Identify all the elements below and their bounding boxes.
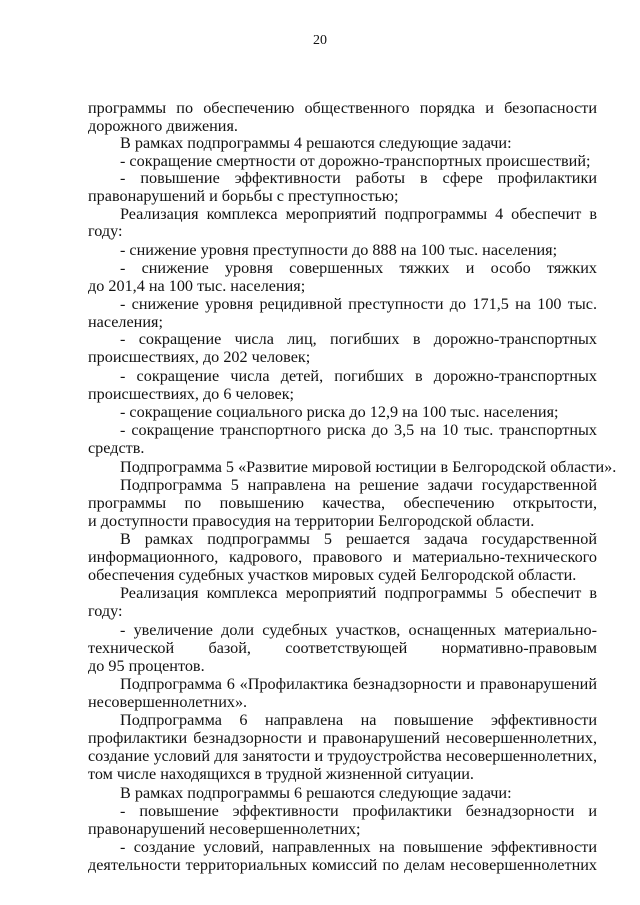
text-line: правонарушений несовершеннолетних; [88, 820, 361, 838]
text-line: несовершеннолетних». [88, 693, 248, 711]
text-line: В рамках подпрограммы 5 решается задача государственной [120, 530, 597, 548]
text-line: Подпрограмма 6 направлена на повышение эффективности [120, 711, 597, 729]
text-line: до 95 процентов. [88, 657, 205, 675]
text-line: деятельности территориальных комиссий по делам несовершеннолетних [88, 856, 597, 874]
text-line: - повышение эффективности профилактики безнадзорности и [120, 802, 597, 820]
text-line: информационного, кадрового, правового и материально-технического [88, 548, 597, 566]
text-line: происшествиях, до 6 человек; [88, 385, 295, 403]
text-line: - снижение уровня преступности до 888 на 100 тыс. населения; [120, 241, 558, 259]
text-line: - снижение уровня рецидивной преступности до 171,5 на 100 тыс. [120, 295, 597, 313]
text-line: технической базой, соответствующей нормативно-правовым [88, 639, 597, 657]
text-line: дорожного движения. [88, 117, 238, 135]
text-line: - сокращение смертности от дорожно-транспортных происшествий; [120, 152, 591, 170]
text-line: - снижение уровня совершенных тяжких и особо тяжких [120, 259, 597, 277]
text-line: В рамках подпрограммы 4 решаются следующие задачи: [120, 134, 512, 152]
text-line: профилактики безнадзорности и правонарушений несовершеннолетних, [88, 729, 597, 747]
text-line: - сокращение социального риска до 12,9 на 100 тыс. населения; [120, 403, 559, 421]
text-line: - сокращение транспортного риска до 3,5 на 10 тыс. транспортных [120, 421, 597, 439]
text-line: - сокращение числа лиц, погибших в дорожно-транспортных [120, 330, 597, 348]
text-line: Подпрограмма 5 направлена на решение задачи государственной [120, 476, 597, 494]
text-line: до 201,4 на 100 тыс. населения; [88, 277, 306, 295]
text-line: и доступности правосудия на территории Белгородской области. [88, 512, 535, 530]
text-line: Реализация комплекса мероприятий подпрограммы 5 обеспечит в [120, 584, 597, 602]
text-line: Реализация комплекса мероприятий подпрограммы 4 обеспечит в [120, 205, 597, 223]
text-line: программы по повышению качества, обеспечению открытости, [88, 494, 597, 512]
text-line: правонарушений и борьбы с преступностью; [88, 187, 399, 205]
text-line: том числе находящихся в трудной жизненной ситуации. [88, 765, 474, 783]
text-line: - создание условий, направленных на повышение эффективности [120, 838, 597, 856]
text-line: году: [88, 602, 123, 620]
text-line: - увеличение доли судебных участков, оснащенных материально- [120, 621, 597, 639]
text-line: году: [88, 222, 123, 240]
text-line: Подпрограмма 6 «Профилактика безнадзорности и правонарушений [120, 675, 597, 693]
text-line: населения; [88, 313, 163, 331]
text-line: - повышение эффективности работы в сфере профилактики [120, 169, 597, 187]
text-line: В рамках подпрограммы 6 решаются следующие задачи: [120, 784, 512, 802]
page-number: 20 [313, 33, 327, 48]
text-line: - сокращение числа детей, погибших в дорожно-транспортных [120, 367, 597, 385]
text-line: создание условий для занятости и трудоустройства несовершеннолетних, [88, 747, 597, 765]
text-line: Подпрограмма 5 «Развитие мировой юстиции в Белгородской области». [120, 458, 617, 476]
text-line: средств. [88, 439, 145, 457]
text-line: обеспечения судебных участков мировых судей Белгородской области. [88, 566, 577, 584]
text-line: программы по обеспечению общественного порядка и безопасности [88, 99, 597, 117]
text-line: происшествиях, до 202 человек; [88, 348, 311, 366]
